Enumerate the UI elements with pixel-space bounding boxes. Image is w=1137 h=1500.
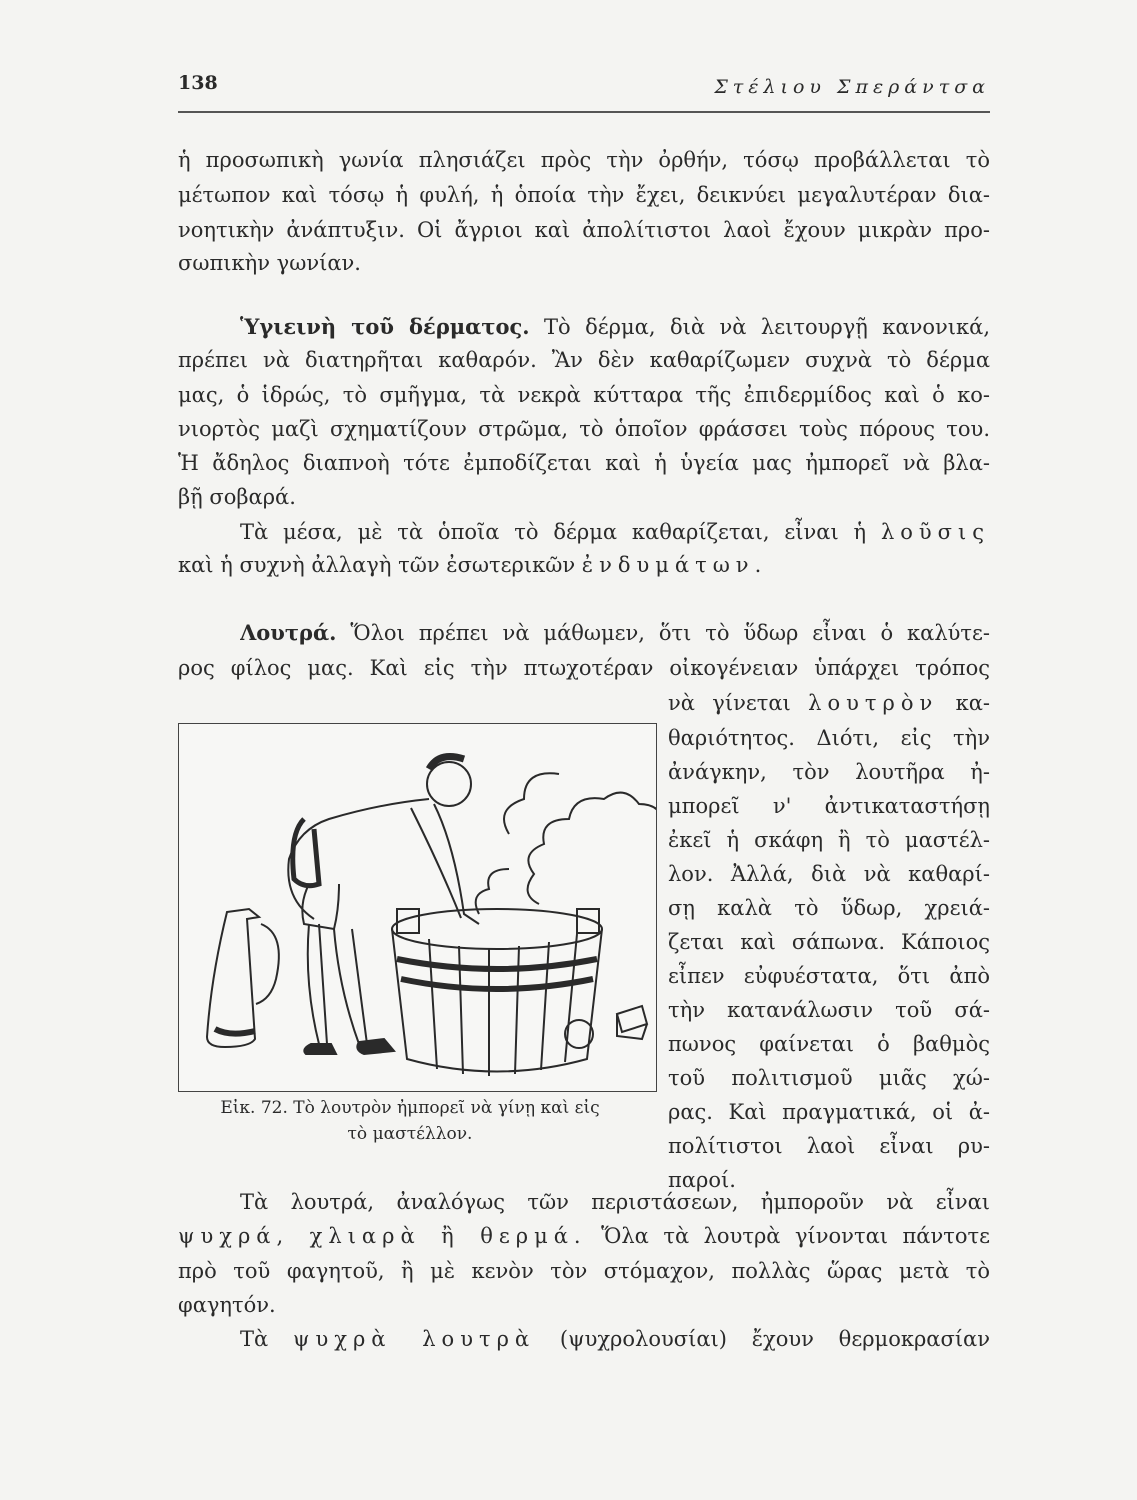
text-span: κα-: [938, 691, 990, 715]
text-line: [178, 550, 990, 580]
spaced-term: λουτρὸν: [808, 691, 939, 715]
text-span: Τὸ δέρμα, διὰ νὰ λειτουργῇ κανονικά,: [529, 315, 990, 339]
section-heading-baths: Λουτρά.: [240, 620, 337, 645]
column-line: σῃ καλὰ τὸ ὕδωρ, χρειά-: [668, 896, 990, 920]
pitcher-stripe: [215, 1029, 255, 1034]
steam-cloud: [504, 773, 559, 834]
column-line: μπορεῖ ν' ἀντικαταστήσῃ: [668, 794, 990, 818]
spaced-term: ψυχρά, χλιαρὰ ἢ θερμά.: [178, 1224, 587, 1248]
text-line: Ἡ ἄδηλος διαπνοὴ τότε ἐμποδίζεται καὶ ἡ ὑγεία μας ἠμπορεῖ νὰ βλα-: [178, 451, 990, 475]
spaced-term: ψυχρὰ λουτρὰ: [292, 1327, 536, 1351]
text-line: μας, ὁ ἱδρώς, τὸ σμῆγμα, τὰ νεκρὰ κύτταρα τῆς ἐπιδερμίδος καὶ ὁ κο-: [178, 383, 990, 407]
text-line: νοητικὴν ἀνάπτυξιν. Οἱ ἄγριοι καὶ ἀπολίτιστοι λαοὶ ἔχουν μικρὰν προ-: [178, 218, 990, 242]
text-span: Ὅλα τὰ λουτρὰ γίνονται πάντοτε: [586, 1224, 990, 1248]
column-line: ἀνάγκην, τὸν λουτῆρα ἠ-: [668, 760, 990, 784]
column-line: λον. Ἀλλά, διὰ νὰ καθαρί-: [668, 862, 990, 886]
text-line: πρέπει νὰ διατηρῆται καθαρόν. Ἂν δὲν καθαρίζωμεν συχνὰ τὸ δέρμα: [178, 348, 990, 372]
boy-back: [288, 799, 429, 919]
text-line: ρος φίλος μας. Καὶ εἰς τὴν πτωχοτέραν οἰκογένειαν ὑπάρχει τρόπος: [178, 656, 990, 680]
column-line: ζεται καὶ σάπωνα. Κάποιος: [668, 930, 990, 954]
figure-caption-line2: τὸ μαστέλλον.: [347, 1124, 473, 1144]
sponge: [565, 1020, 593, 1048]
section-heading-skin-hygiene: Ὑγιεινὴ τοῦ δέρματος.: [240, 314, 530, 339]
text-line: μέτωπον καὶ τόσῳ ἡ φυλή, ἡ ὁποία τὴν ἔχει, δεικνύει μεγαλυτέραν δια-: [178, 183, 990, 207]
text-line: βῇ σοβαρά.: [178, 485, 296, 509]
running-header: [178, 68, 990, 108]
figure-caption-line1: Εἰκ. 72. Τὸ λουτρὸν ἠμπορεῖ νὰ γίνῃ καὶ εἰς: [220, 1098, 600, 1118]
text-span: (ψυχρολουσίαι) ἔχουν θερμοκρασίαν: [535, 1327, 990, 1351]
header-rule: [178, 111, 990, 113]
tub-hoops: [397, 959, 597, 989]
soap-box: [617, 1006, 647, 1039]
column-line: τοῦ πολιτισμοῦ μιᾶς χώ-: [668, 1066, 990, 1090]
pitcher-handle: [256, 924, 279, 1004]
running-author: Στέλιου Σπεράντσα: [714, 76, 990, 98]
boy-head: [427, 762, 471, 806]
towel: [293, 819, 319, 886]
text-line: ἡ προσωπικὴ γωνία πλησιάζει πρὸς τὴν ὀρθήν, τόσῳ προβάλλεται τὸ: [178, 148, 990, 172]
column-line: παροί.: [668, 1168, 736, 1192]
column-line: πολίτιστοι λαοὶ εἶναι ρυ-: [668, 1134, 990, 1158]
pitcher-body: [207, 909, 259, 1047]
steam-cloud: [476, 869, 509, 914]
boy-shorts: [302, 884, 339, 929]
column-line: πωνος φαίνεται ὁ βαθμὸς: [668, 1032, 990, 1056]
column-line: ἐκεῖ ἡ σκάφη ἢ τὸ μαστέλ-: [668, 828, 990, 852]
steam-cloud: [528, 793, 656, 904]
bath-drawing: [179, 724, 656, 1091]
text-line: νιορτὸς μαζὶ σχηματίζουν στρῶμα, τὸ ὁποῖον φράσσει τοὺς πόρους του.: [178, 417, 990, 441]
text-line: Τὰ λουτρά, ἀναλόγως τῶν περιστάσεων, ἠμποροῦν νὰ εἶναι: [240, 1190, 990, 1214]
spaced-term: ἐνδυμάτων.: [581, 553, 768, 577]
spaced-term: λοῦσις: [880, 520, 990, 544]
text-line: σωπικὴν γωνίαν.: [178, 251, 361, 275]
column-line: τὴν κατανάλωσιν τοῦ σά-: [668, 998, 990, 1022]
column-line: [668, 688, 990, 718]
column-line: θαριότητος. Διότι, εἰς τὴν: [668, 726, 990, 750]
tub-rim: [392, 909, 602, 949]
text-span: Τὰ μέσα, μὲ τὰ ὁποῖα τὸ δέρμα καθαρίζεται, εἶναι ἡ: [240, 520, 881, 544]
text-line: [240, 312, 990, 342]
column-line: εἶπεν εὐφυέστατα, ὅτι ἀπὸ: [668, 964, 990, 988]
boy-legs: [308, 924, 367, 1044]
text-span: Τὰ: [240, 1327, 293, 1351]
text-line: φαγητόν.: [178, 1293, 276, 1317]
text-span: νὰ γίνεται: [668, 691, 809, 715]
text-line: [178, 1221, 990, 1251]
text-line: [240, 517, 990, 547]
text-span: καὶ ἡ συχνὴ ἀλλαγὴ τῶν ἐσωτερικῶν: [178, 553, 582, 577]
text-span: Ὅλοι πρέπει νὰ μάθωμεν, ὅτι τὸ ὕδωρ εἶναι ὁ καλύτε-: [336, 621, 990, 645]
text-line: [240, 1324, 990, 1354]
page-number: 138: [178, 72, 218, 94]
text-line: πρὸ τοῦ φαγητοῦ, ἢ μὲ κενὸν τὸν στόμαχον, πολλὰς ὥρας μετὰ τὸ: [178, 1259, 990, 1283]
tub-staves: [429, 934, 577, 1076]
figure-bath-illustration: [178, 723, 657, 1092]
text-line: [240, 618, 990, 648]
column-line: ρας. Καὶ πραγματικά, οἱ ἀ-: [668, 1100, 990, 1124]
